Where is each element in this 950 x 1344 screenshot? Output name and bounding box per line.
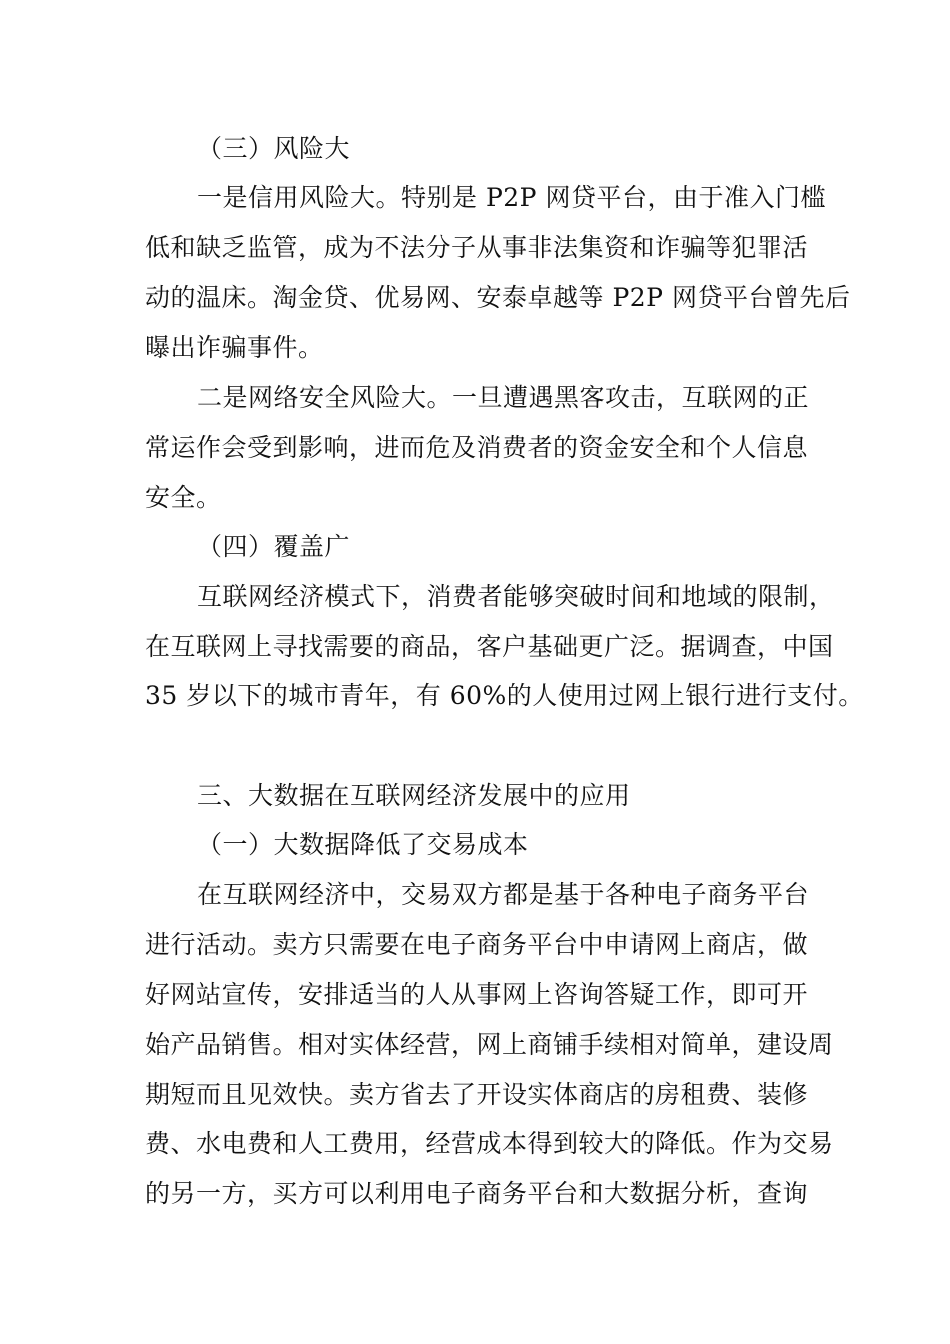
paragraph-line: 好网站宣传，安排适当的人从事网上咨询答疑工作，即可开 bbox=[145, 980, 809, 1009]
chapter-heading-big-data: 三、大数据在互联网经济发展中的应用 bbox=[197, 781, 631, 810]
paragraph-line: 在互联网经济中，交易双方都是基于各种电子商务平台 bbox=[197, 880, 810, 909]
paragraph-line: 期短而且见效快。卖方省去了开设实体商店的房租费、装修 bbox=[145, 1080, 809, 1109]
paragraph-line: 二是网络安全风险大。一旦遭遇黑客攻击，互联网的正 bbox=[197, 383, 810, 412]
paragraph-line: 常运作会受到影响，进而危及消费者的资金安全和个人信息 bbox=[145, 433, 809, 462]
paragraph-line: 的另一方，买方可以利用电子商务平台和大数据分析，查询 bbox=[145, 1179, 809, 1208]
section-heading-cost: （一）大数据降低了交易成本 bbox=[197, 830, 529, 859]
paragraph-line: 在互联网上寻找需要的商品，客户基础更广泛。据调查，中国 bbox=[145, 632, 834, 661]
paragraph-line: 低和缺乏监管，成为不法分子从事非法集资和诈骗等犯罪活 bbox=[145, 233, 809, 262]
paragraph-line: 安全。 bbox=[145, 483, 222, 512]
paragraph-line: 动的温床。淘金贷、优易网、安泰卓越等 P2P 网贷平台曾先后 bbox=[145, 283, 851, 312]
paragraph-line: 费、水电费和人工费用，经营成本得到较大的降低。作为交易 bbox=[145, 1129, 834, 1158]
section-heading-coverage: （四）覆盖广 bbox=[197, 532, 351, 561]
paragraph-line: 曝出诈骗事件。 bbox=[145, 333, 324, 362]
paragraph-line: 进行活动。卖方只需要在电子商务平台中申请网上商店，做 bbox=[145, 930, 809, 959]
paragraph-line: 始产品销售。相对实体经营，网上商铺手续相对简单，建设周 bbox=[145, 1030, 834, 1059]
section-heading-risk: （三）风险大 bbox=[197, 134, 351, 163]
paragraph-line: 互联网经济模式下，消费者能够突破时间和地域的限制， bbox=[197, 582, 835, 611]
paragraph-line: 一是信用风险大。特别是 P2P 网贷平台，由于准入门槛 bbox=[197, 183, 826, 212]
paragraph-line: 35 岁以下的城市青年，有 60%的人使用过网上银行进行支付。 bbox=[145, 681, 864, 710]
